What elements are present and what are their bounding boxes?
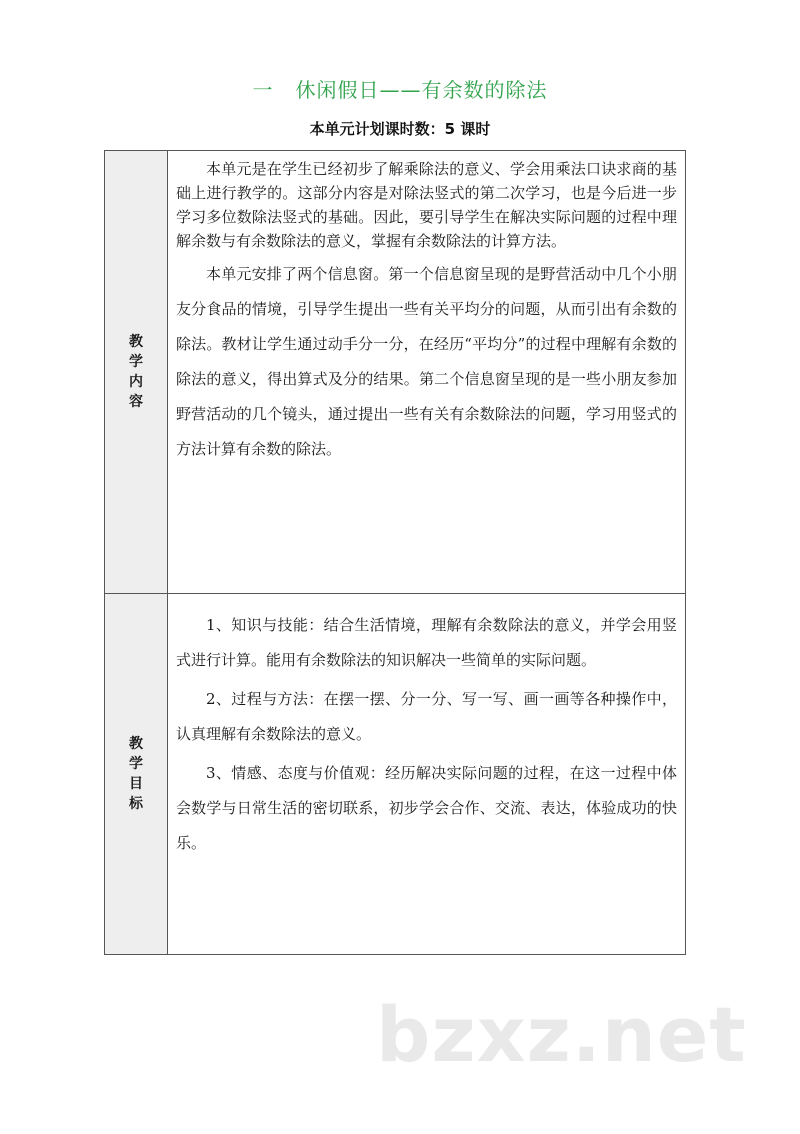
lesson-hours: 本单元计划课时数：5 课时 (309, 120, 491, 138)
table-row-teaching-content (105, 151, 686, 594)
row-label-cell (105, 151, 168, 594)
goals-cell (168, 594, 686, 955)
goal-knowledge-skills: 1、知识与技能：结合生活情境，理解有余数除法的意义，并学会用竖式进行计算。能用有余数除法的知识解决一些简单的实际问题。 (176, 616, 677, 669)
row-label-cell (105, 594, 168, 955)
lesson-plan-table (104, 150, 686, 955)
row-label-teaching-content: 教学内容 (129, 334, 143, 410)
content-paragraph-2: 本单元安排了两个信息窗。第一个信息窗呈现的是野营活动中几个小朋友分食品的情境，引导学生提出一些有关平均分的问题，从而引出有余数的除法。教材让学生通过动手分一分，在经历“平均分”的过程中理解有余数的除法的意义，得出算式及分的结果。第二个信息窗呈现的是一些小朋友参加野营活动的几个镜头，通过提出一些有关有余数除法的问题，学习用竖式的方法计算有余数的除法。 (176, 265, 677, 458)
unit-title-text: 休闲假日——有余数的除法 (295, 78, 548, 102)
watermark: bzxz.net (376, 990, 747, 1079)
table-row-teaching-goals (105, 594, 686, 955)
content-paragraph-1: 本单元是在学生已经初步了解乘除法的意义、学会用乘法口诀求商的基础上进行教学的。这部分内容是对除法竖式的第二次学习，也是今后进一步学习多位数除法竖式的基础。因此，要引导学生在解决实际问题的过程中理解余数与有余数除法的意义，掌握有余数除法的计算方法。 (176, 160, 677, 250)
goal-process-method: 2、过程与方法：在摆一摆、分一分、写一写、画一画等各种操作中，认真理解有余数除法的意义。 (176, 690, 677, 743)
row-label-teaching-goals: 教学目标 (129, 736, 143, 812)
content-cell (168, 151, 686, 594)
goal-emotion-values: 3、情感、态度与价值观：经历解决实际问题的过程，在这一过程中体会数学与日常生活的密切联系，初步学会合作、交流、表达，体验成功的快乐。 (176, 764, 677, 852)
unit-title (0, 74, 800, 103)
unit-number: 一 (252, 78, 274, 102)
